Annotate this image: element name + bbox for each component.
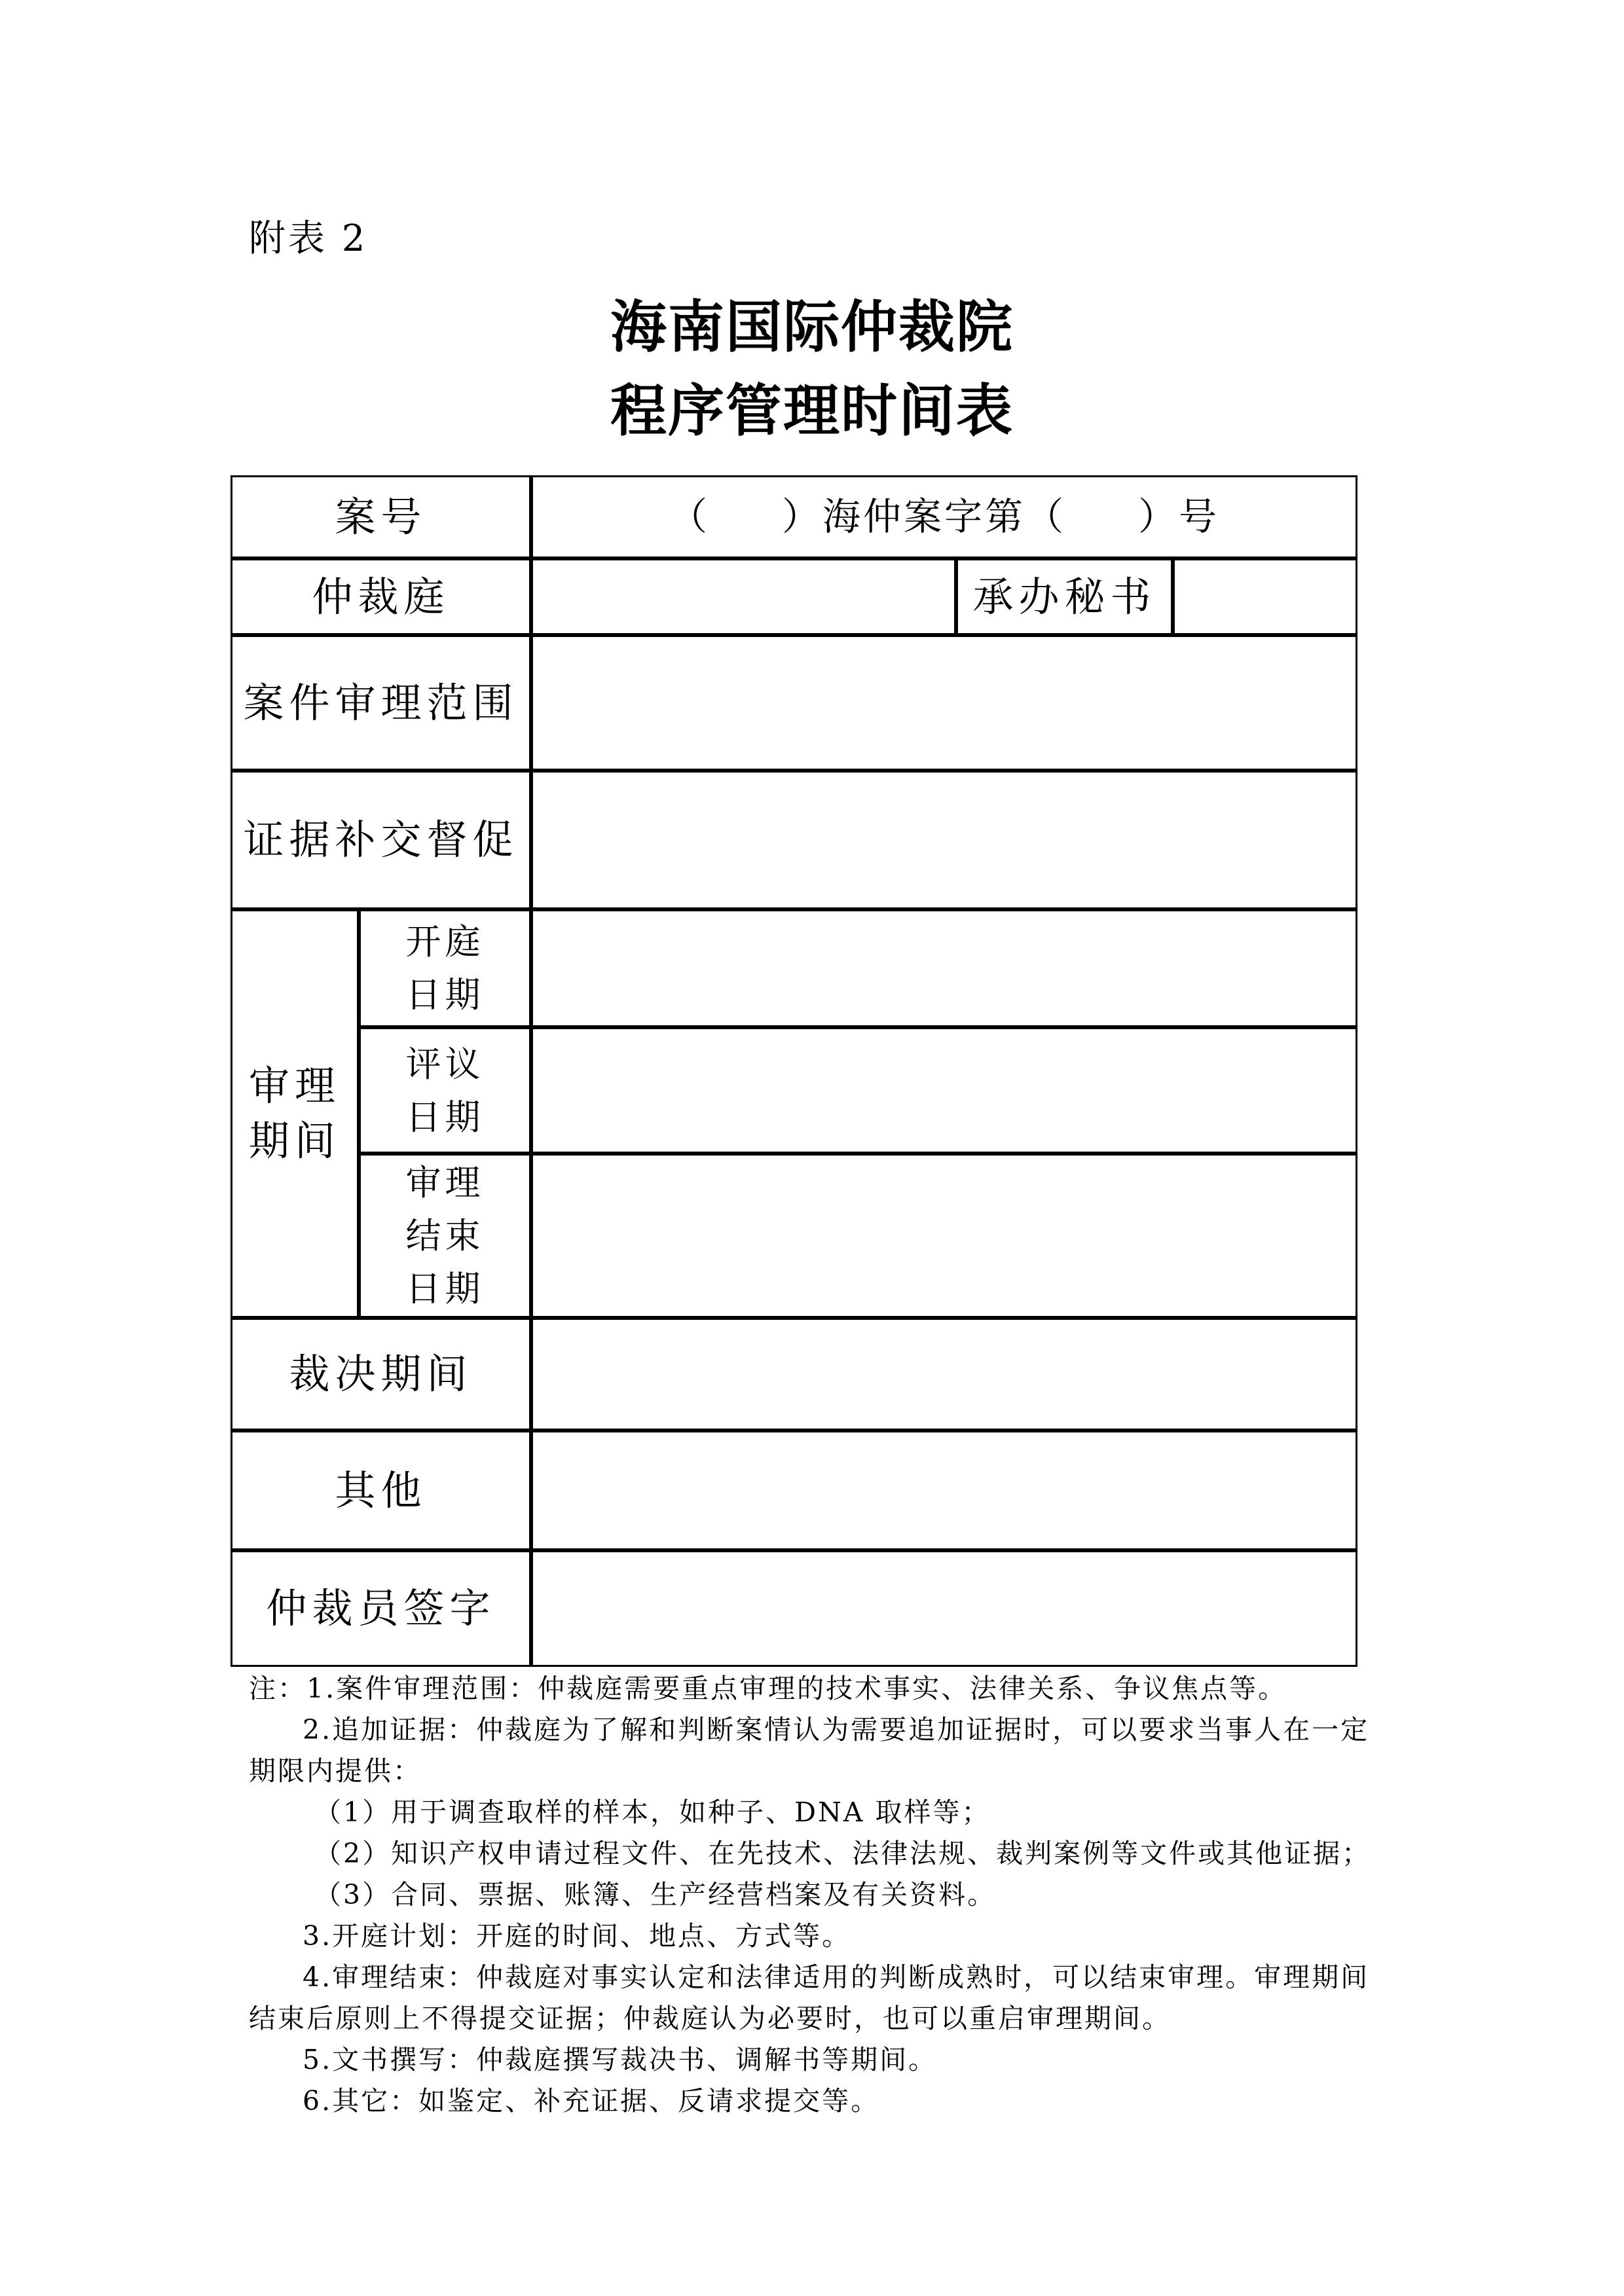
evidence-supplement-field[interactable] [531, 771, 1357, 909]
trial-end-date-label-line3: 日期 [405, 1268, 485, 1309]
deliberation-date-label-line2: 日期 [405, 1096, 485, 1138]
schedule-form-table [231, 476, 1358, 1667]
hearing-date-label-line1: 开庭 [405, 921, 485, 962]
note-5: 5.文书撰写：仲裁庭撰写裁决书、调解书等期间。 [303, 2044, 938, 2075]
note-2: 2.追加证据：仲裁庭为了解和判断案情认为需要追加证据时，可以要求当事人在一定期限内提供： [249, 1714, 1370, 1787]
hearing-date-field[interactable] [531, 909, 1357, 1027]
trial-period-label-line2: 期间 [248, 1117, 341, 1165]
hearing-date-label-line2: 日期 [405, 974, 485, 1015]
award-period-label: 裁决期间 [231, 1318, 531, 1430]
document-title: 海南国际仲裁院 [610, 295, 1014, 360]
review-scope-label: 案件审理范围 [231, 635, 531, 771]
secretary-field[interactable] [1173, 558, 1357, 635]
note-1: 注：1.案件审理范围：仲裁庭需要重点审理的技术事实、法律关系、争议焦点等。 [249, 1673, 1287, 1704]
note-4: 4.审理结束：仲裁庭对事实认定和法律适用的判断成熟时，可以结束审理。审理期间结束后原则上不得提交证据；仲裁庭认为必要时，也可以重启审理期间。 [249, 1961, 1370, 2034]
arbitrator-signature-field[interactable] [531, 1550, 1357, 1667]
note-2-item-3: （3）合同、票据、账簿、生产经营档案及有关资料。 [314, 1879, 997, 1910]
deliberation-date-label-line1: 评议 [405, 1043, 485, 1085]
review-scope-field[interactable] [531, 635, 1357, 771]
award-period-field[interactable] [531, 1318, 1357, 1430]
other-field[interactable] [531, 1430, 1357, 1550]
annex-label: 附表 2 [249, 217, 368, 260]
case-number-close-text: ）号 [1138, 494, 1220, 539]
evidence-supplement-label: 证据补交督促 [231, 771, 531, 909]
document-subtitle: 程序管理时间表 [610, 378, 1014, 444]
note-6: 6.其它：如鉴定、补充证据、反请求提交等。 [303, 2085, 880, 2117]
arbitrator-signature-label: 仲裁员签字 [231, 1550, 531, 1667]
secretary-label: 承办秘书 [956, 558, 1173, 635]
case-number-middle-text: ）海仲案字第（ [781, 494, 1066, 539]
deliberation-date-label [359, 1027, 531, 1154]
case-number-field[interactable] [531, 475, 1357, 558]
other-label: 其他 [231, 1430, 531, 1550]
note-3: 3.开庭计划：开庭的时间、地点、方式等。 [303, 1920, 851, 1952]
trial-end-date-label [359, 1154, 531, 1318]
notes-section [249, 1668, 1388, 2122]
tribunal-field[interactable] [531, 558, 956, 635]
trial-end-date-label-line1: 审理 [405, 1162, 485, 1203]
case-number-label: 案号 [231, 475, 531, 558]
tribunal-label: 仲裁庭 [231, 558, 531, 635]
deliberation-date-field[interactable] [531, 1027, 1357, 1154]
trial-end-date-label-line2: 结束 [405, 1215, 485, 1256]
trial-period-label-line1: 审理 [248, 1062, 341, 1110]
trial-end-date-field[interactable] [531, 1154, 1357, 1318]
trial-period-label [231, 909, 359, 1318]
hearing-date-label [359, 909, 531, 1027]
case-number-open-paren: （ [669, 494, 710, 539]
note-2-item-2: （2）知识产权申请过程文件、在先技术、法律法规、裁判案例等文件或其他证据； [314, 1838, 1371, 1869]
note-2-item-1: （1）用于调查取样的样本，如种子、DNA 取样等； [314, 1796, 991, 1828]
